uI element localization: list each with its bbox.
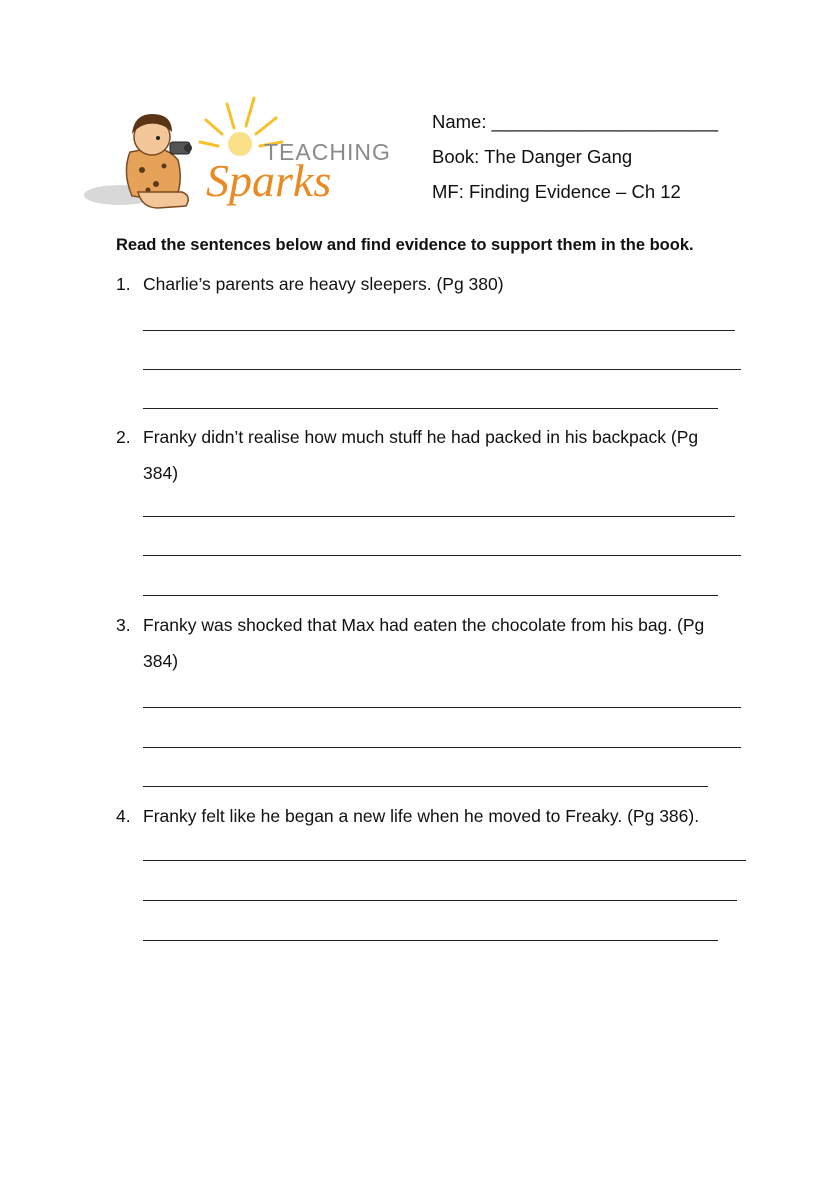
question-number: 3. bbox=[116, 615, 131, 635]
question-text: Franky didn’t realise how much stuff he had packed in his backpack (Pg 384) bbox=[143, 427, 699, 483]
answer-line[interactable] bbox=[143, 860, 746, 861]
mf-label: MF: Finding Evidence – Ch 12 bbox=[432, 181, 681, 202]
answer-line[interactable] bbox=[143, 747, 741, 748]
logo-bottom-text: Sparks bbox=[206, 155, 332, 206]
answer-line[interactable] bbox=[143, 330, 735, 331]
logo-graphic bbox=[82, 92, 402, 222]
question-number: 4. bbox=[116, 806, 131, 826]
answer-line[interactable] bbox=[143, 555, 741, 556]
answer-line[interactable] bbox=[143, 516, 735, 517]
name-field: Name: ______________________ bbox=[432, 111, 718, 132]
question-text: Charlie’s parents are heavy sleepers. (Pg 380) bbox=[143, 274, 504, 294]
question-text: Franky was shocked that Max had eaten the chocolate from his bag. (Pg 384) bbox=[143, 615, 705, 671]
answer-line[interactable] bbox=[143, 786, 708, 787]
answer-line[interactable] bbox=[143, 369, 741, 370]
question-4 bbox=[116, 798, 736, 834]
question-number: 1. bbox=[116, 274, 131, 294]
answer-line[interactable] bbox=[143, 408, 718, 409]
question-3 bbox=[116, 607, 736, 679]
answer-line[interactable] bbox=[143, 595, 718, 596]
question-text: Franky felt like he began a new life when he moved to Freaky. (Pg 386). bbox=[143, 806, 700, 826]
question-1 bbox=[116, 266, 736, 302]
answer-line[interactable] bbox=[143, 940, 718, 941]
question-number: 2. bbox=[116, 427, 131, 447]
header-info bbox=[432, 104, 718, 209]
answer-line[interactable] bbox=[143, 707, 741, 708]
answer-line[interactable] bbox=[143, 900, 737, 901]
teaching-sparks-logo bbox=[82, 92, 402, 222]
book-title: Book: The Danger Gang bbox=[432, 146, 633, 167]
question-2 bbox=[116, 419, 736, 491]
logo-top-text: TEACHING bbox=[264, 139, 391, 165]
instructions: Read the sentences below and find evidence to support them in the book. bbox=[116, 236, 694, 254]
